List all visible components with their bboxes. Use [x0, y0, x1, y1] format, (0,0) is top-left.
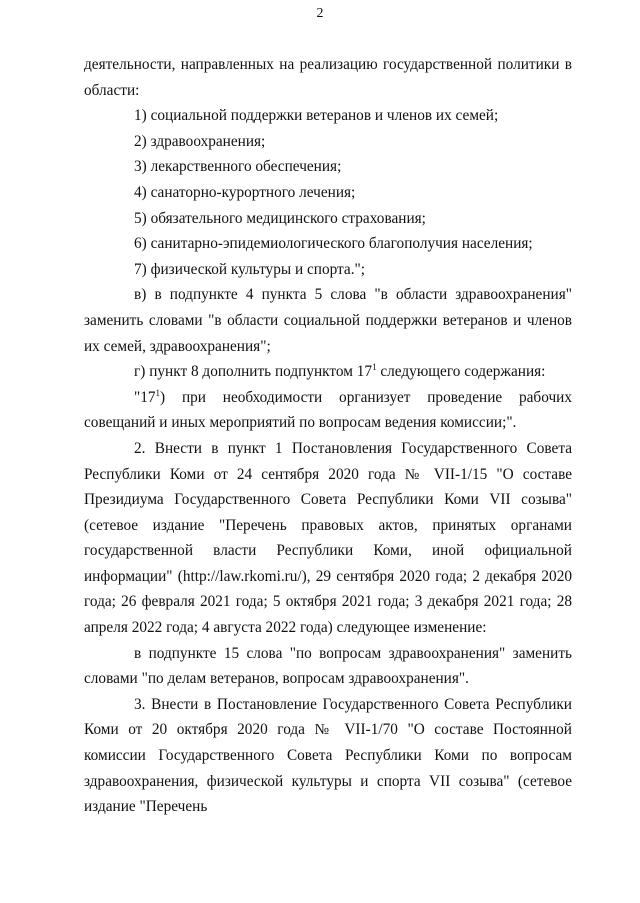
- list-item: 5) обязательного медицинского страхования;: [134, 209, 426, 227]
- list-item: 1) социальной поддержки ветеранов и членов их семей;: [134, 107, 499, 125]
- list-item: 3) лекарственного обеспечения;: [134, 158, 342, 176]
- subpoint-g-text-end: следующего содержания:: [376, 363, 546, 381]
- superscript: 1: [155, 387, 161, 398]
- document-body: [84, 52, 572, 820]
- page-number: 2: [316, 6, 324, 21]
- list-item: 4) санаторно-курортного лечения;: [134, 183, 356, 201]
- point-2-change-paragraph: в подпункте 15 слова "по вопросам здравоохранения" заменить словами "по делам ветеранов, вопросам здравоохранения".: [84, 644, 572, 688]
- list-item: 2) здравоохранения;: [134, 132, 266, 150]
- list-item: 6) санитарно-эпидемиологического благополучия населения;: [134, 235, 533, 253]
- quote-start: "17: [134, 388, 156, 406]
- quoted-subpoint-paragraph: [84, 385, 572, 436]
- list-item: 7) физической культуры и спорта.";: [134, 260, 366, 278]
- intro-paragraph: деятельности, направленных на реализацию государственной политики в области:: [84, 56, 572, 99]
- point-2-paragraph: 2. Внести в пункт 1 Постановления Государственного Совета Республики Коми от 24 сентября 2020 года № VII-1/15 "О составе Президиума Государственного Совета Республики Коми VII созыва" (сетевое издание "Перечень правовых актов, принятых органами государственной власти Республики Коми, иной официальной информации" (http://law.rkomi.ru/), 29 сентября 2020 года; 2 декабря 2020 года; 26 февраля 2021 года; 5 октября 2021 года; 3 декабря 2021 года; 28 апреля 2022 года; 4 августа 2022 года) следующее изменение:: [84, 439, 572, 637]
- subpoint-g-paragraph: [84, 359, 572, 385]
- subpoint-v-paragraph: в) в подпункте 4 пункта 5 слова "в области здравоохранения" заменить словами "в области социальной поддержки ветеранов и членов их семей, здравоохранения";: [84, 286, 572, 355]
- superscript: 1: [372, 362, 377, 373]
- quote-text: ) при необходимости организует проведение рабочих совещаний и иных мероприятий по вопросам ведения комиссии;".: [84, 388, 572, 432]
- subpoint-g-text: г) пункт 8 дополнить подпунктом 17: [134, 363, 373, 381]
- point-3-paragraph: 3. Внести в Постановление Государственного Совета Республики Коми от 20 октября 2020 года № VII-1/70 "О составе Постоянной комиссии Государственного Совета Республики Коми по вопросам здравоохранения, физической культуры и спорта VII созыва" (сетевое издание "Перечень: [84, 695, 572, 816]
